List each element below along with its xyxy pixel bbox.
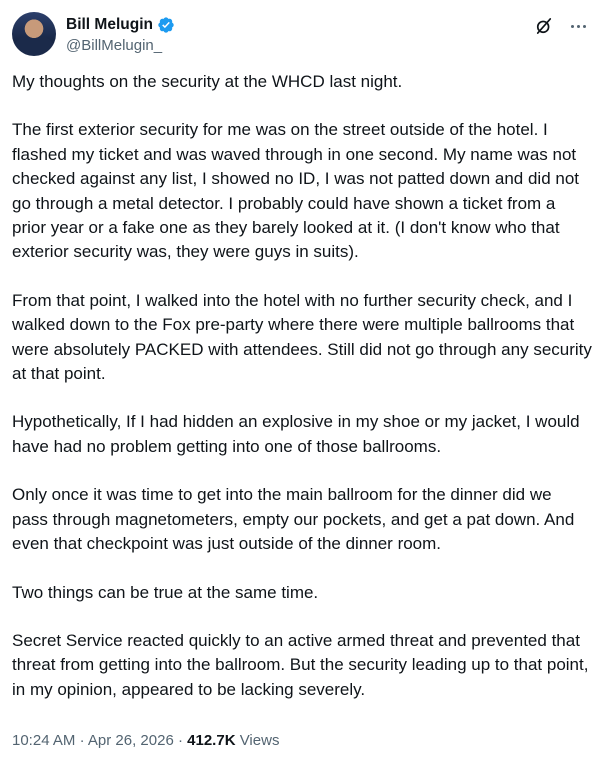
display-name-row	[66, 15, 175, 35]
display-name[interactable]: Bill Melugin	[66, 16, 153, 33]
meta-separator: ·	[79, 732, 85, 749]
views-count[interactable]: 412.7K	[187, 732, 236, 749]
tweet-date[interactable]: Apr 26, 2026	[87, 732, 174, 749]
tweet-paragraph: Hypothetically, If I had hidden an explosive in my shoe or my jacket, I would have had no problem getting into one of those ballrooms.	[12, 412, 580, 456]
tweet-paragraph: The first exterior security for me was on the street outside of the hotel. I flashed my ticket and was waved through in one second. My name was not checked against any list, I showed no ID, I was not patted down and did not go through a metal detector. I probably could have shown a ticket from a prior year or a fake one as they barely looked at it. (I don't know who that exterior security was, they were guys in suits).	[12, 120, 580, 262]
tweet-time[interactable]: 10:24 AM	[12, 732, 76, 749]
tweet-text	[12, 70, 592, 726]
tweet-paragraph: Two things can be true at the same time.	[12, 582, 319, 602]
tweet-paragraph: My thoughts on the security at the WHCD last night.	[12, 72, 403, 91]
tweet-paragraph: From that point, I walked into the hotel with no further security check, and I walked down to the Fox pre-party where there were multiple ballrooms that were absolutely PACKED with attendees. Still did not go through any security at that point.	[12, 290, 592, 384]
avatar[interactable]	[12, 12, 56, 56]
tweet-meta	[12, 731, 279, 751]
verified-badge-icon[interactable]	[157, 16, 175, 34]
views-label: Views	[239, 732, 280, 749]
grok-icon[interactable]	[534, 16, 554, 36]
handle[interactable]: @BillMelugin_	[66, 37, 163, 54]
header-actions	[534, 16, 588, 36]
tweet-paragraph: Only once it was time to get into the main ballroom for the dinner did we pass through magnetometers, empty our pockets, and get a pat down. And even that checkpoint was just outside of the dinner room.	[12, 485, 575, 554]
tweet-header	[12, 12, 588, 60]
more-icon[interactable]	[568, 16, 588, 36]
tweet-paragraph: Secret Service reacted quickly to an active armed threat and prevented that threat from getting into the ballroom. But the security leading up to that point, in my opinion, appeared to be lacking severely.	[12, 630, 589, 699]
author-names	[66, 15, 175, 56]
meta-separator: ·	[177, 732, 183, 749]
